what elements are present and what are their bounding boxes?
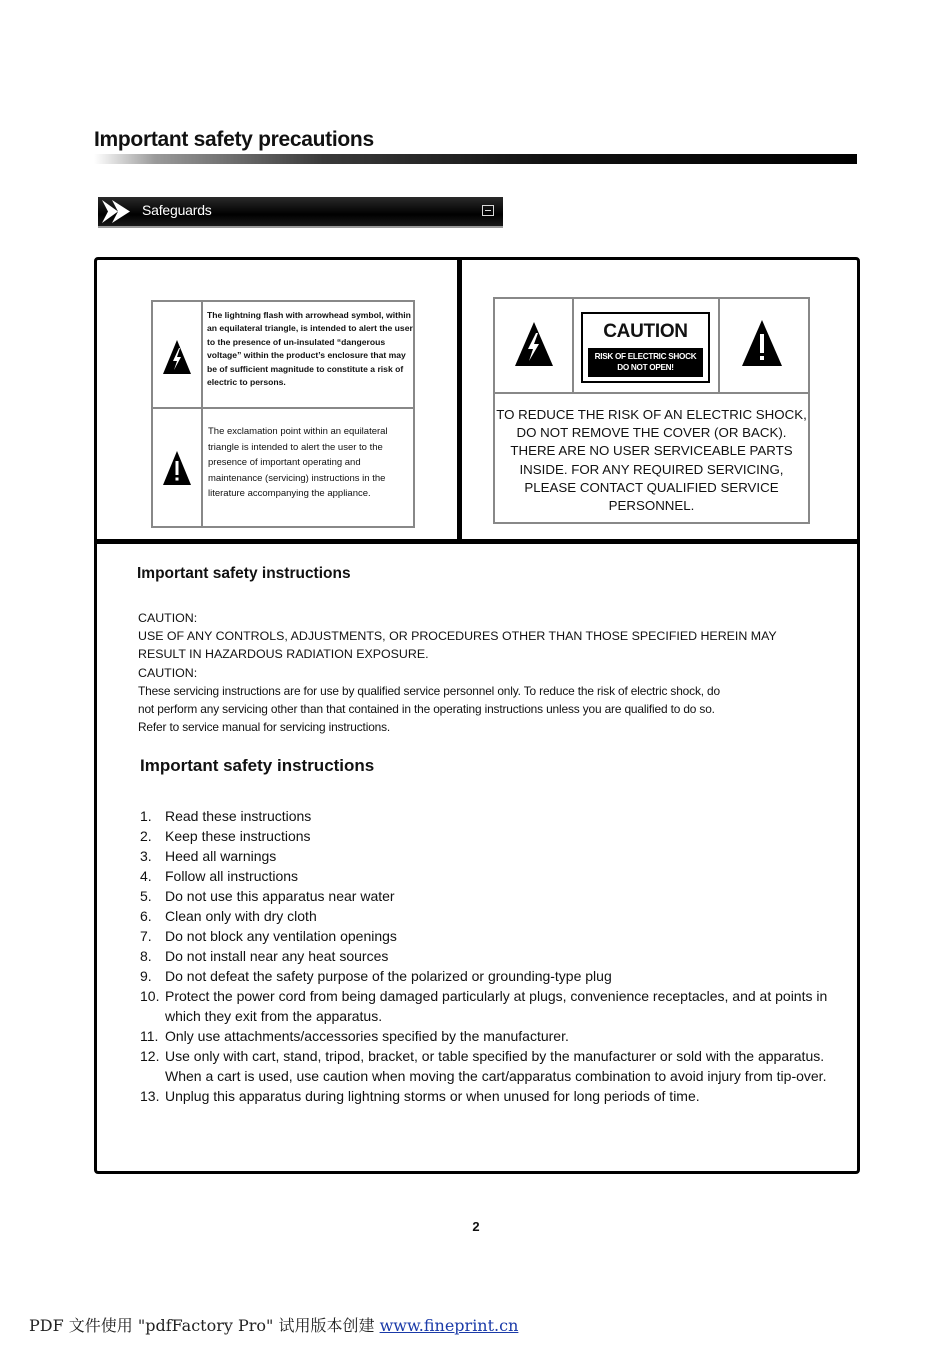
caution-shock-notice: RISK OF ELECTRIC SHOCK DO NOT OPEN! xyxy=(588,348,703,377)
list-item: 11. Only use attachments/accessories specified by the manufacturer. xyxy=(140,1028,569,1044)
frame-divider-horizontal xyxy=(97,539,857,544)
exclamation-triangle-icon xyxy=(741,319,783,367)
caution-line: Refer to service manual for servicing instructions. xyxy=(138,720,391,735)
lightning-triangle-icon xyxy=(162,339,192,375)
list-item: 1. Read these instructions xyxy=(140,808,312,824)
caution-line: CAUTION: xyxy=(138,665,198,680)
collapse-icon[interactable] xyxy=(482,205,494,216)
safety-instructions-heading: Important safety instructions xyxy=(137,565,351,582)
list-item: 7. Do not block any ventilation openings xyxy=(140,928,397,944)
page-number: 2 xyxy=(472,1219,480,1234)
footer-link[interactable]: www.fineprint.cn xyxy=(379,1316,519,1335)
caution-line: RESULT IN HAZARDOUS RADIATION EXPOSURE. xyxy=(138,647,429,662)
caution-panel xyxy=(493,297,810,524)
lightning-triangle-icon xyxy=(514,321,554,367)
frame-divider-vertical xyxy=(457,260,462,541)
pdf-footer xyxy=(29,1313,518,1336)
caution-title: CAUTION xyxy=(603,321,688,342)
exclamation-triangle-icon xyxy=(162,450,192,486)
caution-line: not perform any servicing other than that contained in the operating instructions unless you are qualified to do so. xyxy=(138,702,715,717)
footer-text: PDF 文件使用 "pdfFactory Pro" 试用版本创建 xyxy=(29,1316,380,1335)
list-item: 13. Unplug this apparatus during lightning storms or when unused for long periods of time. xyxy=(140,1088,700,1104)
exclamation-symbol-description: The exclamation point within an equilateral triangle is intended to alert the user to the presence of important operating and maintenance (servicing) instructions in the literature accompanying the appliance. xyxy=(208,426,388,500)
caution-notes xyxy=(138,609,848,736)
list-item: 5. Do not use this apparatus near water xyxy=(140,888,395,904)
caution-line: USE OF ANY CONTROLS, ADJUSTMENTS, OR PROCEDURES OTHER THAN THOSE SPECIFIED HEREIN MAY xyxy=(138,629,777,644)
list-item: 4. Follow all instructions xyxy=(140,868,299,884)
title-rule xyxy=(94,154,857,164)
shock-warning-text: TO REDUCE THE RISK OF AN ELECTRIC SHOCK, DO NOT REMOVE THE COVER (OR BACK). THERE ARE NO USER SERVICEABLE PARTS INSIDE. FOR ANY REQUIRED SERVICING, PLEASE CONTACT QUALIFIED SERVICE PERSONNEL. xyxy=(496,407,807,514)
safeguards-section-tab[interactable] xyxy=(98,197,503,228)
list-item: 12. Use only with cart, stand, tripod, bracket, or table specified by the manufacturer or sold with the apparatus. When a cart is used, use caution when moving the cart/apparatus combination to avoid injury from tip-over. xyxy=(140,1048,827,1084)
list-item: 6. Clean only with dry cloth xyxy=(140,908,317,924)
caution-line: These servicing instructions are for use by qualified service personnel only. To reduce the risk of electric shock, do xyxy=(138,683,720,698)
list-item: 3. Heed all warnings xyxy=(140,848,277,864)
list-item: 10. Protect the power cord from being damaged particularly at plugs, convenience receptacles, and at points in which they exit from the apparatus. xyxy=(140,988,828,1024)
list-item: 8. Do not install near any heat sources xyxy=(140,948,389,964)
caution-label xyxy=(581,312,710,383)
safeguards-label: Safeguards xyxy=(142,202,212,218)
lightning-symbol-description: The lightning flash with arrowhead symbol, within an equilateral triangle, is intended to alert the user to the presence of un-insulated “dangerous voltage” within the product’s enclosure that may be of sufficient magnitude to constitute a risk of electric to persons. xyxy=(207,310,413,388)
symbol-explanation-table xyxy=(151,300,415,528)
safety-instructions-heading: Important safety instructions xyxy=(140,756,375,775)
safety-instruction-list xyxy=(140,806,840,1106)
list-item: 2. Keep these instructions xyxy=(140,828,311,844)
list-item: 9. Do not defeat the safety purpose of the polarized or grounding-type plug xyxy=(140,968,612,984)
chevron-right-icon xyxy=(100,198,134,225)
caution-line: CAUTION: xyxy=(138,611,198,625)
page-title: Important safety precautions xyxy=(94,128,374,151)
